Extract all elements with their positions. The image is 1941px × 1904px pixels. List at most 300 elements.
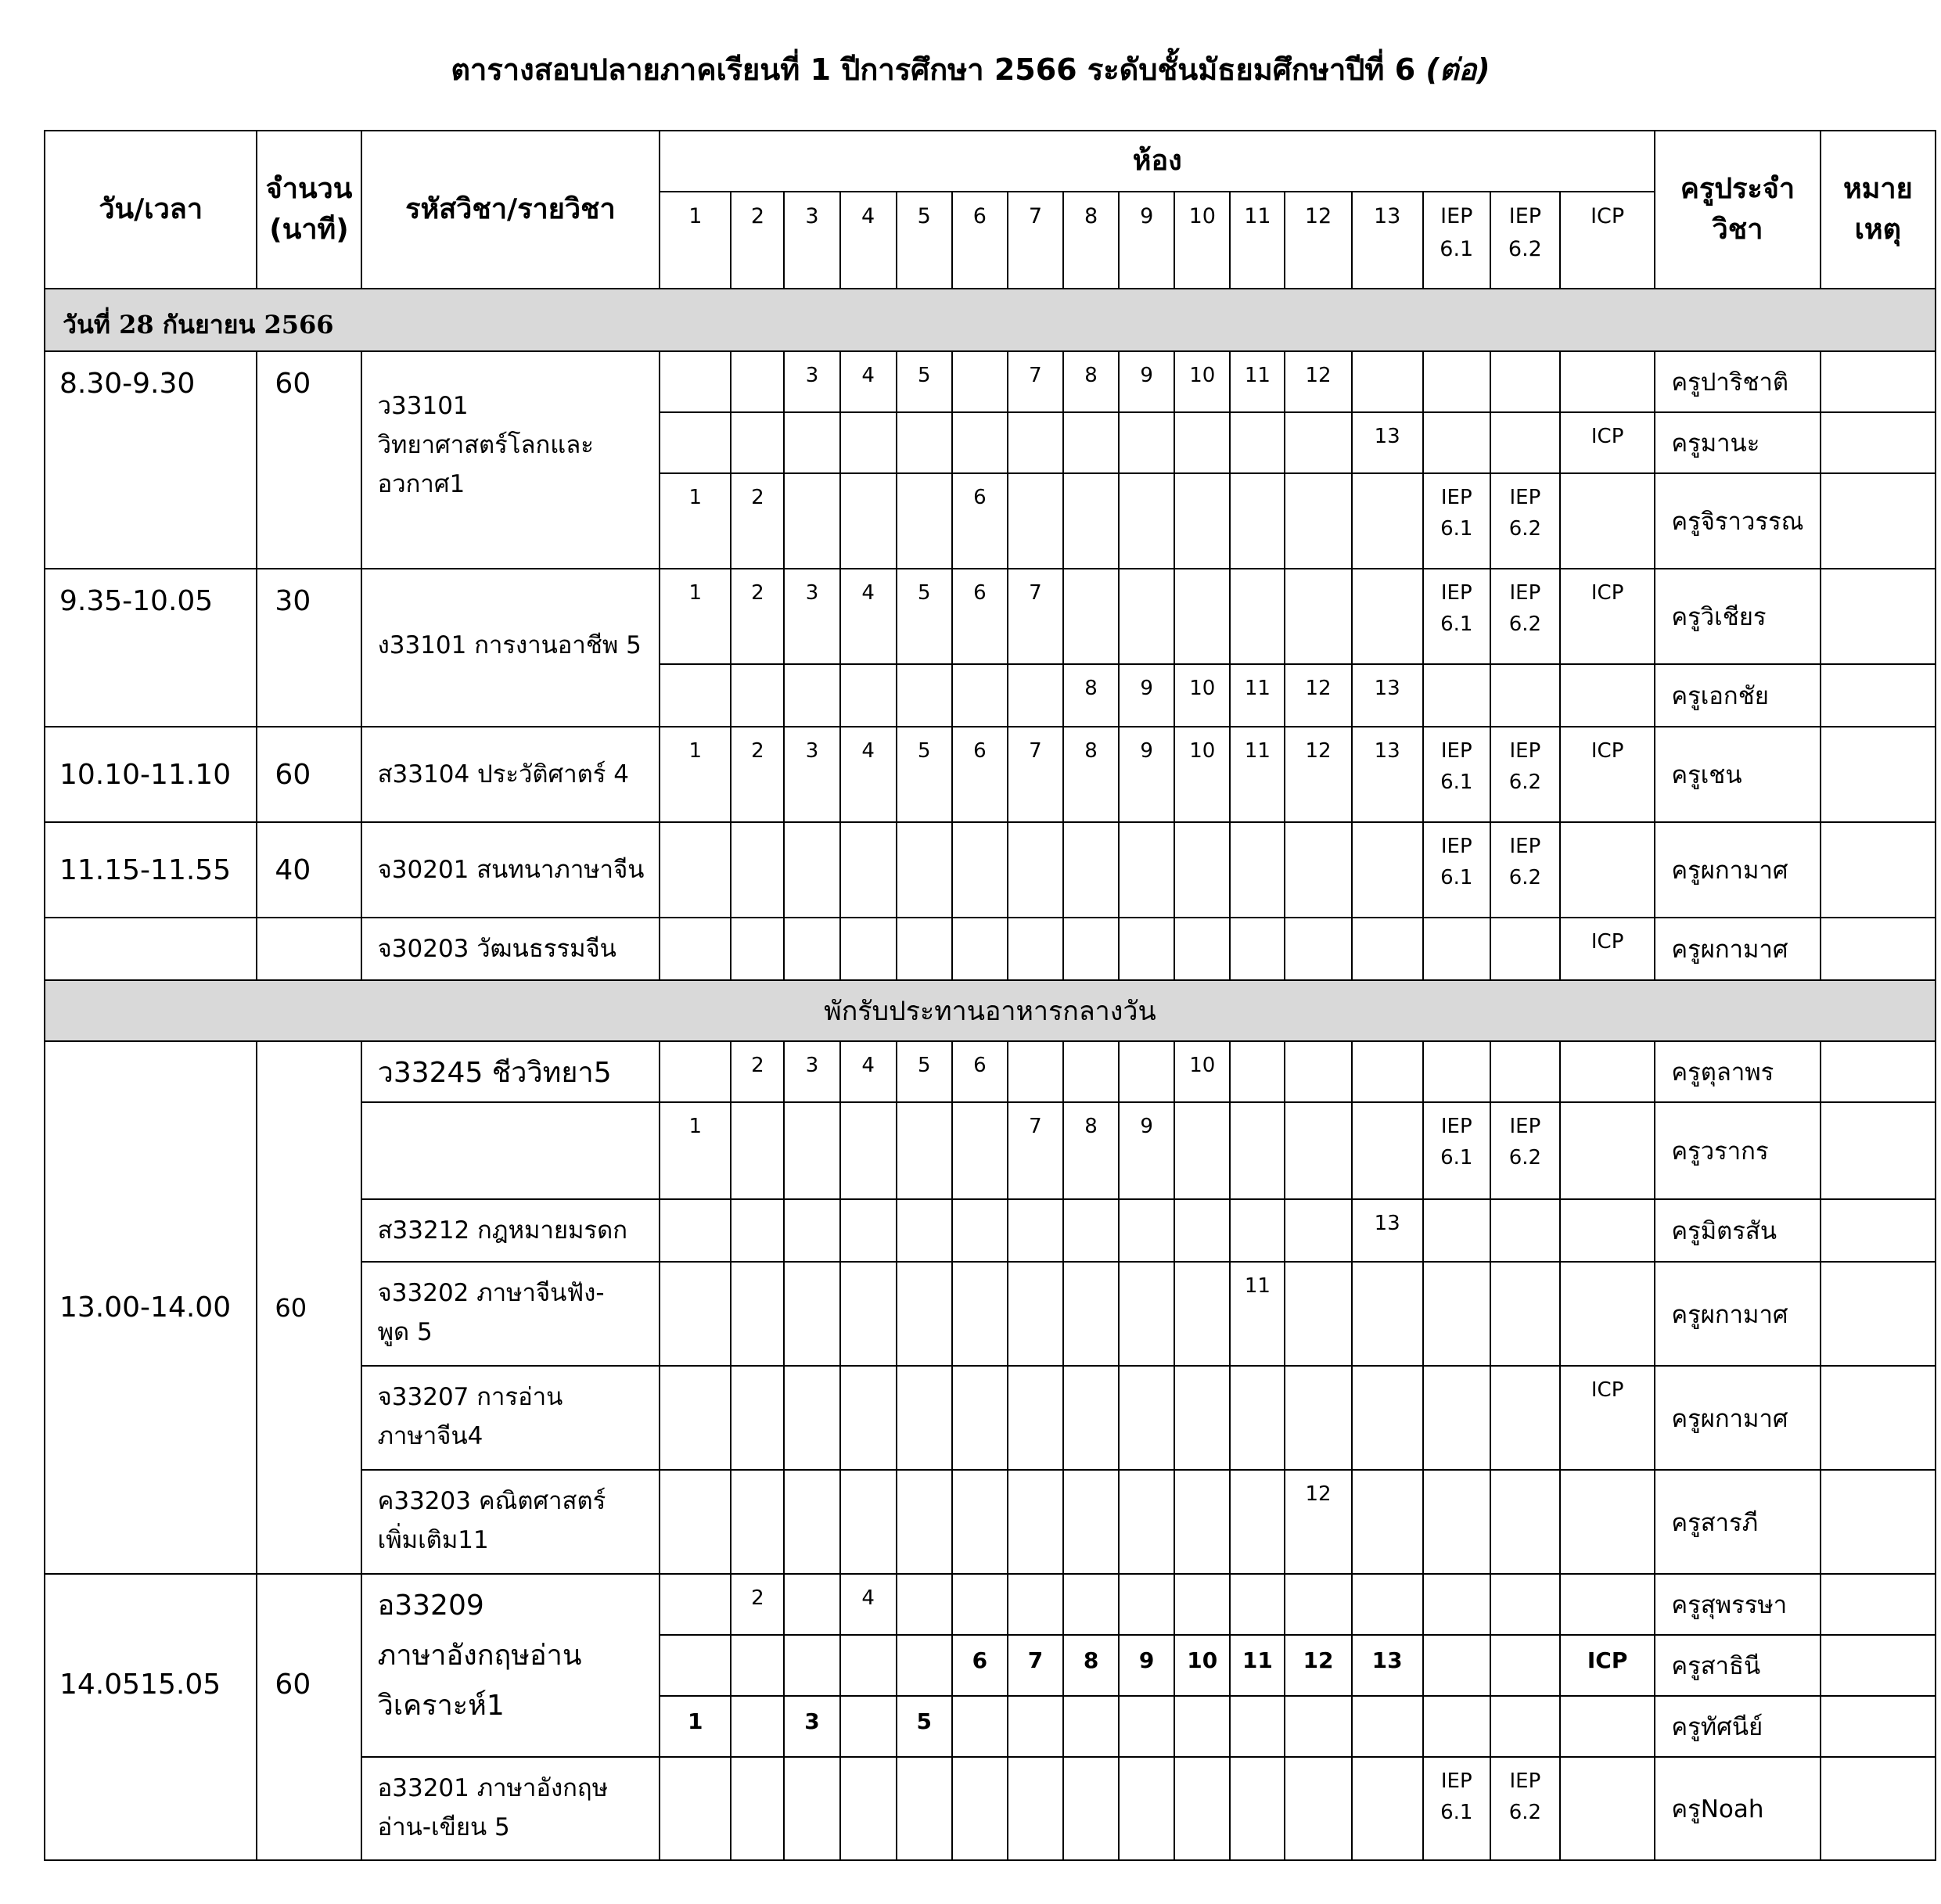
room-cell-5: 5 (897, 727, 952, 822)
room-cell-13 (1352, 1470, 1423, 1574)
room-cell-line: 6.2 (1508, 866, 1542, 890)
room-13: 13 (1352, 192, 1423, 289)
room-cell-1 (660, 918, 731, 980)
room-cell-13 (1352, 1574, 1423, 1635)
table-row (45, 918, 1936, 980)
room-cell-11 (1230, 1199, 1285, 1262)
room-cell-line: IEP (1509, 486, 1541, 509)
room-cell-1 (660, 351, 731, 412)
room-cell-6: 6 (952, 1635, 1008, 1696)
exam-duration: 60 (257, 727, 361, 822)
room-cell-12: 12 (1285, 351, 1351, 412)
room-cell-6 (952, 1366, 1008, 1470)
room-cell-13 (1352, 569, 1423, 664)
exam-duration: 60 (257, 1574, 361, 1860)
header-datetime: วัน/เวลา (45, 131, 257, 289)
room-cell-iep-6-2 (1490, 351, 1560, 412)
room-cell-2 (731, 664, 784, 727)
room-cell-13 (1352, 1696, 1423, 1757)
exam-subject: ง33101 การงานอาชีพ 5 (361, 569, 660, 727)
room-cell-3: 3 (784, 569, 839, 664)
room-cell-1: 1 (660, 1696, 731, 1757)
exam-subject (361, 1470, 660, 1574)
room-cell-line: IEP (1509, 581, 1541, 605)
room-cell-iep-6-1 (1423, 664, 1490, 727)
exam-duration: 60 (257, 1041, 361, 1574)
room-cell-13: 13 (1352, 1635, 1423, 1696)
room-cell-3 (784, 412, 839, 473)
room-cell-1 (660, 1574, 731, 1635)
room-cell-icp: ICP (1560, 1635, 1655, 1696)
teacher-name: ครูสารภี (1655, 1470, 1820, 1574)
room-iep-6-2-l1: IEP (1508, 204, 1542, 228)
room-cell-7 (1008, 1470, 1063, 1574)
room-cell-9 (1119, 918, 1174, 980)
room-cell-10 (1174, 1574, 1230, 1635)
room-cell-5: 5 (897, 569, 952, 664)
room-cell-6 (952, 1470, 1008, 1574)
room-cell-6 (952, 412, 1008, 473)
room-cell-1 (660, 1199, 731, 1262)
room-cell-line: 6.2 (1508, 1146, 1542, 1170)
room-cell-iep-6-2 (1490, 473, 1560, 569)
room-cell-12: 12 (1285, 664, 1351, 727)
room-cell-iep-6-1 (1423, 473, 1490, 569)
room-cell-13: 13 (1352, 664, 1423, 727)
room-cell-7: 7 (1008, 351, 1063, 412)
room-cell-11 (1230, 1041, 1285, 1102)
room-cell-5 (897, 822, 952, 918)
room-cell-7: 7 (1008, 1635, 1063, 1696)
room-cell-line: IEP (1440, 1115, 1472, 1138)
room-cell-8 (1063, 1696, 1119, 1757)
room-cell-iep-6-2 (1490, 1696, 1560, 1757)
room-cell-line: 6.2 (1508, 517, 1542, 541)
room-cell-5 (897, 1199, 952, 1262)
room-cell-10 (1174, 1262, 1230, 1366)
room-cell-6 (952, 1262, 1008, 1366)
room-cell-10: 10 (1174, 1041, 1230, 1102)
note-cell (1821, 822, 1936, 918)
header-note-l1: หมาย (1842, 172, 1913, 205)
room-cell-12 (1285, 1199, 1351, 1262)
subject-line-2: เพิ่มเติม11 (377, 1526, 489, 1555)
room-cell-iep-6-2 (1490, 918, 1560, 980)
exam-subject (361, 351, 660, 569)
room-cell-2 (731, 1757, 784, 1860)
room-cell-7 (1008, 1366, 1063, 1470)
subject-line-1: จ33202 ภาษาจีนฟัง- (377, 1279, 605, 1307)
room-cell-4 (840, 1757, 897, 1860)
room-cell-icp (1560, 822, 1655, 918)
room-cell-11: 11 (1230, 351, 1285, 412)
room-cell-5 (897, 1262, 952, 1366)
room-cell-1: 1 (660, 727, 731, 822)
room-cell-iep-6-1 (1423, 412, 1490, 473)
room-cell-10 (1174, 1102, 1230, 1199)
room-cell-iep-6-1 (1423, 1574, 1490, 1635)
room-cell-iep-6-2 (1490, 1574, 1560, 1635)
room-cell-8 (1063, 1574, 1119, 1635)
room-cell-line: IEP (1440, 581, 1472, 605)
title-continued: (ต่อ) (1425, 52, 1490, 87)
room-cell-5: 5 (897, 1696, 952, 1757)
note-cell (1821, 1041, 1936, 1102)
room-cell-9 (1119, 1574, 1174, 1635)
teacher-name: ครูมานะ (1655, 412, 1820, 473)
header-teacher (1655, 131, 1820, 289)
room-cell-7 (1008, 664, 1063, 727)
room-cell-iep-6-1 (1423, 1366, 1490, 1470)
subject-name-l1: ภาษาอังกฤษอ่าน (377, 1640, 582, 1672)
note-cell (1821, 1470, 1936, 1574)
exam-subject: ว33245 ชีววิทยา5 (361, 1041, 660, 1102)
room-cell-3 (784, 1470, 839, 1574)
teacher-name: ครูจิราวรรณ (1655, 473, 1820, 569)
room-cell-line: 6.1 (1440, 517, 1473, 541)
room-cell-3 (784, 918, 839, 980)
exam-schedule-table (44, 130, 1936, 1861)
note-cell (1821, 664, 1936, 727)
room-cell-3 (784, 1635, 839, 1696)
room-cell-line: 6.2 (1508, 613, 1542, 637)
room-cell-13: 13 (1352, 412, 1423, 473)
room-cell-icp: ICP (1560, 727, 1655, 822)
room-cell-1 (660, 1366, 731, 1470)
note-cell (1821, 918, 1936, 980)
room-cell-3 (784, 822, 839, 918)
room-cell-icp (1560, 1757, 1655, 1860)
room-9: 9 (1119, 192, 1174, 289)
subject-line-1: ค33203 คณิตศาสตร์ (377, 1487, 606, 1515)
room-cell-iep-6-2 (1490, 1102, 1560, 1199)
room-cell-line: IEP (1509, 1115, 1541, 1138)
room-cell-1: 1 (660, 473, 731, 569)
table-row (45, 1574, 1936, 1635)
room-cell-9: 9 (1119, 1102, 1174, 1199)
room-cell-10 (1174, 1470, 1230, 1574)
room-cell-4 (840, 664, 897, 727)
room-cell-1 (660, 822, 731, 918)
room-cell-iep-6-1 (1423, 351, 1490, 412)
room-cell-4: 4 (840, 1574, 897, 1635)
room-cell-8 (1063, 1470, 1119, 1574)
room-icp: ICP (1560, 192, 1655, 289)
room-cell-8: 8 (1063, 351, 1119, 412)
exam-subject (361, 1757, 660, 1860)
room-cell-4: 4 (840, 727, 897, 822)
room-cell-8: 8 (1063, 727, 1119, 822)
room-cell-5: 5 (897, 1041, 952, 1102)
room-cell-line: 6.2 (1508, 771, 1542, 795)
room-cell-2 (731, 1102, 784, 1199)
room-cell-8 (1063, 918, 1119, 980)
room-cell-4 (840, 1696, 897, 1757)
room-cell-5: 5 (897, 351, 952, 412)
room-cell-12 (1285, 1102, 1351, 1199)
room-10: 10 (1174, 192, 1230, 289)
room-cell-13: 13 (1352, 1199, 1423, 1262)
room-cell-10 (1174, 473, 1230, 569)
room-cell-9 (1119, 569, 1174, 664)
room-cell-10 (1174, 412, 1230, 473)
exam-subject (361, 1262, 660, 1366)
header-teacher-l1: ครูประจำ (1680, 172, 1795, 205)
room-cell-7 (1008, 1041, 1063, 1102)
room-cell-6: 6 (952, 473, 1008, 569)
room-cell-13 (1352, 1262, 1423, 1366)
room-cell-10 (1174, 822, 1230, 918)
room-cell-12 (1285, 412, 1351, 473)
room-cell-11 (1230, 412, 1285, 473)
subject-name-l1: วิทยาศาสตร์โลกและ (377, 431, 594, 460)
room-cell-3: 3 (784, 727, 839, 822)
room-11: 11 (1230, 192, 1285, 289)
room-cell-iep-6-2 (1490, 1470, 1560, 1574)
room-cell-line: 6.1 (1440, 866, 1473, 890)
room-cell-13 (1352, 1757, 1423, 1860)
room-cell-12 (1285, 822, 1351, 918)
room-cell-4: 4 (840, 351, 897, 412)
room-cell-5 (897, 473, 952, 569)
room-cell-11 (1230, 1696, 1285, 1757)
room-cell-7 (1008, 1574, 1063, 1635)
note-cell (1821, 1366, 1936, 1470)
room-cell-line: IEP (1440, 486, 1472, 509)
room-cell-13 (1352, 822, 1423, 918)
room-cell-10 (1174, 1696, 1230, 1757)
teacher-name: ครูผกามาศ (1655, 1262, 1820, 1366)
room-cell-3 (784, 1574, 839, 1635)
room-cell-2: 2 (731, 727, 784, 822)
table-row (45, 822, 1936, 918)
exam-time: 10.10-11.10 (45, 727, 257, 822)
room-cell-line: IEP (1440, 739, 1472, 763)
room-cell-12 (1285, 918, 1351, 980)
room-cell-2: 2 (731, 1041, 784, 1102)
room-2: 2 (731, 192, 784, 289)
room-cell-12 (1285, 473, 1351, 569)
room-cell-icp (1560, 1041, 1655, 1102)
room-cell-2: 2 (731, 569, 784, 664)
teacher-name: ครูผกามาศ (1655, 918, 1820, 980)
room-cell-5 (897, 1574, 952, 1635)
room-cell-7: 7 (1008, 1102, 1063, 1199)
room-cell-12 (1285, 569, 1351, 664)
note-cell (1821, 1574, 1936, 1635)
room-cell-2 (731, 351, 784, 412)
room-iep-6-2-l2: 6.2 (1508, 236, 1542, 261)
room-cell-7 (1008, 1757, 1063, 1860)
room-1: 1 (660, 192, 731, 289)
room-cell-9 (1119, 1199, 1174, 1262)
room-cell-8: 8 (1063, 1635, 1119, 1696)
note-cell (1821, 1262, 1936, 1366)
room-cell-10 (1174, 1366, 1230, 1470)
room-cell-iep-6-2 (1490, 412, 1560, 473)
room-cell-7 (1008, 1199, 1063, 1262)
room-cell-12 (1285, 1757, 1351, 1860)
subject-name-l2: อวกาศ1 (377, 470, 465, 499)
room-cell-9 (1119, 1262, 1174, 1366)
exam-duration: 40 (257, 822, 361, 918)
room-cell-7 (1008, 918, 1063, 980)
room-cell-13 (1352, 1041, 1423, 1102)
room-cell-13 (1352, 1102, 1423, 1199)
room-cell-1 (660, 412, 731, 473)
room-cell-iep-6-2 (1490, 1041, 1560, 1102)
room-cell-3 (784, 1366, 839, 1470)
room-cell-icp (1560, 1574, 1655, 1635)
room-cell-8 (1063, 412, 1119, 473)
room-cell-icp (1560, 1696, 1655, 1757)
room-cell-iep-6-1 (1423, 727, 1490, 822)
exam-duration: 60 (257, 351, 361, 569)
room-cell-iep-6-1 (1423, 1041, 1490, 1102)
room-cell-7: 7 (1008, 569, 1063, 664)
room-cell-6 (952, 1574, 1008, 1635)
room-cell-5 (897, 1470, 952, 1574)
room-cell-9: 9 (1119, 664, 1174, 727)
room-12: 12 (1285, 192, 1351, 289)
room-cell-10: 10 (1174, 351, 1230, 412)
room-iep-6-1-l2: 6.1 (1440, 236, 1474, 261)
subject-line-2: ภาษาจีน4 (377, 1422, 483, 1451)
room-cell-6 (952, 1696, 1008, 1757)
room-cell-8 (1063, 1262, 1119, 1366)
room-cell-12 (1285, 1041, 1351, 1102)
header-subject: รหัสวิชา/รายวิชา (361, 131, 660, 289)
teacher-name: ครูมิตรสัน (1655, 1199, 1820, 1262)
room-iep-6-2 (1490, 192, 1560, 289)
room-cell-12: 12 (1285, 727, 1351, 822)
subject-line-2: อ่าน-เขียน 5 (377, 1813, 510, 1842)
room-cell-3 (784, 664, 839, 727)
room-cell-11 (1230, 1574, 1285, 1635)
room-cell-6 (952, 1102, 1008, 1199)
room-cell-10 (1174, 918, 1230, 980)
exam-subject-empty (361, 1102, 660, 1199)
room-cell-10: 10 (1174, 1635, 1230, 1696)
room-cell-12: 12 (1285, 1635, 1351, 1696)
room-cell-iep-6-2 (1490, 1199, 1560, 1262)
room-cell-line: 6.2 (1508, 1801, 1542, 1825)
note-cell (1821, 1757, 1936, 1860)
room-cell-iep-6-2 (1490, 1757, 1560, 1860)
room-cell-11 (1230, 1757, 1285, 1860)
room-cell-iep-6-2 (1490, 1262, 1560, 1366)
room-cell-10: 10 (1174, 727, 1230, 822)
room-cell-2 (731, 822, 784, 918)
exam-subject: จ30201 สนทนาภาษาจีน (361, 822, 660, 918)
room-cell-line: 6.1 (1440, 1146, 1473, 1170)
room-cell-iep-6-1 (1423, 918, 1490, 980)
header-note (1821, 131, 1936, 289)
room-3: 3 (784, 192, 839, 289)
room-cell-11: 11 (1230, 727, 1285, 822)
room-cell-2 (731, 1635, 784, 1696)
room-cell-7: 7 (1008, 727, 1063, 822)
room-cell-12 (1285, 1262, 1351, 1366)
room-cell-iep-6-1 (1423, 1635, 1490, 1696)
room-cell-line: 6.1 (1440, 1801, 1473, 1825)
room-cell-9: 9 (1119, 727, 1174, 822)
room-cell-line: IEP (1509, 1769, 1541, 1793)
room-cell-11 (1230, 1366, 1285, 1470)
room-cell-1: 1 (660, 569, 731, 664)
room-cell-4: 4 (840, 569, 897, 664)
room-cell-8 (1063, 1366, 1119, 1470)
room-cell-8 (1063, 822, 1119, 918)
room-cell-9 (1119, 473, 1174, 569)
room-cell-3 (784, 1102, 839, 1199)
room-7: 7 (1008, 192, 1063, 289)
room-cell-icp: ICP (1560, 569, 1655, 664)
subject-name-l2: วิเคราะห์1 (377, 1690, 505, 1723)
subject-code: อ33209 (377, 1590, 484, 1622)
room-cell-2 (731, 918, 784, 980)
note-cell (1821, 1102, 1936, 1199)
exam-duration: 30 (257, 569, 361, 727)
room-cell-3 (784, 1262, 839, 1366)
room-cell-icp: ICP (1560, 918, 1655, 980)
room-cell-4 (840, 1102, 897, 1199)
room-cell-7 (1008, 1696, 1063, 1757)
room-cell-5 (897, 664, 952, 727)
room-cell-3 (784, 473, 839, 569)
room-cell-iep-6-1 (1423, 569, 1490, 664)
room-cell-7 (1008, 473, 1063, 569)
table-row (45, 569, 1936, 664)
room-cell-10 (1174, 1757, 1230, 1860)
header-note-l2: เหตุ (1854, 214, 1902, 246)
room-cell-iep-6-1 (1423, 1262, 1490, 1366)
room-cell-4: 4 (840, 1041, 897, 1102)
room-cell-13 (1352, 473, 1423, 569)
room-iep-6-1 (1423, 192, 1490, 289)
note-cell (1821, 351, 1936, 412)
room-cell-9 (1119, 822, 1174, 918)
room-cell-iep-6-2 (1490, 664, 1560, 727)
room-cell-2: 2 (731, 1574, 784, 1635)
room-cell-1 (660, 1635, 731, 1696)
teacher-name: ครูสาธินี (1655, 1635, 1820, 1696)
room-cell-11 (1230, 569, 1285, 664)
exam-time: 13.00-14.00 (45, 1041, 257, 1574)
teacher-name: ครูตุลาพร (1655, 1041, 1820, 1102)
teacher-name: ครูปาริชาติ (1655, 351, 1820, 412)
room-cell-7 (1008, 412, 1063, 473)
room-cell-iep-6-2 (1490, 569, 1560, 664)
room-cell-4 (840, 1199, 897, 1262)
teacher-name: ครูผกามาศ (1655, 822, 1820, 918)
room-cell-line: IEP (1440, 835, 1472, 858)
note-cell (1821, 1696, 1936, 1757)
room-6: 6 (952, 192, 1008, 289)
room-cell-icp (1560, 351, 1655, 412)
room-cell-12 (1285, 1366, 1351, 1470)
day-heading: วันที่ 28 กันยายน 2566 (45, 289, 1936, 351)
room-5: 5 (897, 192, 952, 289)
room-cell-9 (1119, 1757, 1174, 1860)
room-cell-4 (840, 412, 897, 473)
room-cell-line: IEP (1440, 1769, 1472, 1793)
note-cell (1821, 727, 1936, 822)
room-cell-10 (1174, 1199, 1230, 1262)
table-row (45, 1041, 1936, 1102)
title-text: ตารางสอบปลายภาคเรียนที่ 1 ปีการศึกษา 2566 ระดับชั้นมัธยมศึกษาปีที่ 6 (451, 52, 1416, 87)
room-cell-icp: ICP (1560, 1366, 1655, 1470)
